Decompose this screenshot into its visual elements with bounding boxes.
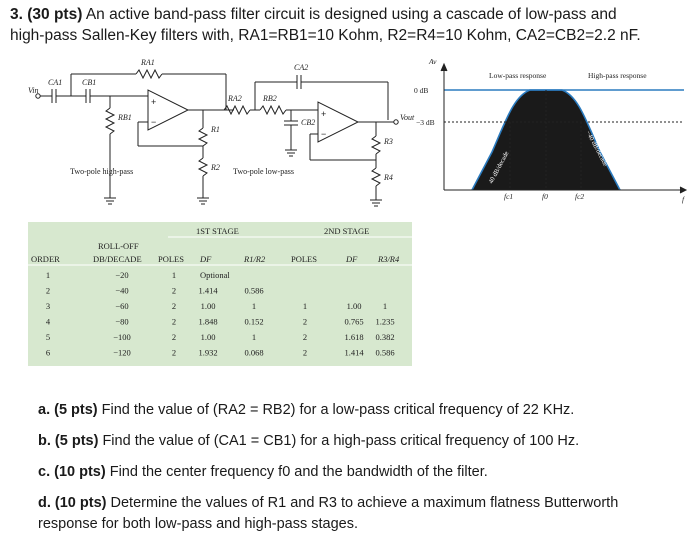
table-cell-r3r4: 1: [382, 301, 388, 311]
table-cell-order: 2: [45, 285, 51, 296]
r3r4-header: R3/R4: [378, 254, 400, 264]
butterworth-table: [28, 222, 412, 366]
question-d-text-2: response for both low-pass and high-pass stages.: [38, 516, 358, 532]
table-cell-df1: 1.00: [200, 301, 216, 311]
f-axis-label: f: [682, 195, 685, 204]
opamp2-minus: −: [321, 129, 327, 139]
table-cell-poles1: 2: [171, 285, 177, 296]
label-vin: Vin: [28, 86, 39, 95]
rolloff-header-2: DB/DECADE: [93, 254, 142, 264]
opamp1-plus: +: [151, 97, 157, 107]
minus3db-label: −3 dB: [416, 118, 435, 127]
butterworth-table-svg: [28, 222, 412, 366]
table-cell-rolloff: −60: [115, 301, 129, 311]
table-cell-df1: 1.932: [198, 347, 218, 358]
table-cell-df1: 1.848: [198, 316, 218, 327]
label-cb1: CB1: [82, 78, 97, 87]
rolloff-header-1: ROLL-OFF: [98, 241, 139, 251]
table-cell-r1r2: 0.152: [244, 316, 264, 327]
question-b: [38, 431, 688, 451]
stage2-header: 2ND STAGE: [324, 226, 370, 236]
table-cell-poles1: 2: [171, 301, 177, 311]
table-cell-df2: 1.618: [344, 332, 364, 342]
slope-right-label: −40 dB/decade: [584, 129, 609, 168]
r1r2-header: R1/R2: [244, 254, 266, 264]
poles1-header: POLES: [158, 254, 184, 264]
table-cell-poles1: 2: [171, 316, 177, 327]
question-b-text: Find the value of (CA1 = CB1) for a high-pass critical frequency of 100 Hz.: [102, 433, 580, 449]
slope-left-label: 40 dB/decade: [487, 150, 511, 185]
label-ra1: RA1: [141, 58, 155, 67]
label-r3: R3: [384, 137, 393, 146]
table-cell-poles1: 1: [171, 270, 177, 280]
table-cell-order: 6: [45, 347, 51, 358]
table-cell-df2: 1.00: [346, 301, 362, 311]
question-d-text: Determine the values of R1 and R3 to achieve a maximum flatness Butterworth: [110, 495, 619, 511]
zero-db-label: 0 dB: [414, 86, 429, 95]
label-ra2: RA2: [228, 94, 242, 103]
lowpass-label: Low-pass response: [489, 71, 547, 80]
fc2-label: fc2: [575, 192, 585, 201]
problem-line-2: high-pass Sallen-Key filters with, RA1=RB1=10 Kohm, R2=R4=10 Kohm, CA2=CB2=2.2 nF.: [10, 27, 641, 44]
label-r2: R2: [211, 163, 220, 172]
opamp1-minus: −: [151, 117, 157, 127]
label-ca2: CA2: [294, 63, 309, 72]
table-cell-r1r2: 1: [251, 332, 257, 342]
problem-text-1: An active band-pass filter circuit is designed using a cascade of low-pass and: [85, 6, 617, 23]
table-cell-rolloff: −80: [115, 316, 129, 327]
table-cell-r3r4: 0.586: [375, 347, 395, 358]
table-cell-order: 4: [45, 316, 51, 327]
table-cell-poles1: 2: [171, 347, 177, 358]
table-cell-rolloff: −40: [115, 285, 129, 296]
table-cell-poles2: 2: [302, 316, 308, 327]
label-rb1: RB1: [118, 113, 132, 122]
table-cell-r3r4: 1.235: [375, 316, 395, 327]
table-cell-r1r2: 1: [251, 301, 257, 311]
problem-line-1: [10, 4, 686, 25]
label-vout: Vout: [400, 113, 415, 122]
question-a-label: a. (5 pts): [38, 402, 98, 418]
fc1-label: fc1: [504, 192, 514, 201]
label-cb2: CB2: [301, 118, 316, 127]
table-cell-poles2: 2: [302, 332, 308, 342]
question-c: [38, 462, 688, 482]
opamp2-plus: +: [321, 109, 327, 119]
highpass-label: High-pass response: [588, 71, 647, 80]
question-a: [38, 400, 688, 420]
table-cell-rolloff: −20: [115, 270, 129, 280]
table-cell-rolloff: −100: [113, 332, 131, 342]
df1-header: DF: [200, 254, 212, 264]
table-cell-rolloff: −120: [113, 347, 131, 358]
caption-low-pass: Two-pole low-pass: [233, 167, 294, 176]
label-r1: R1: [211, 125, 220, 134]
question-a-text: Find the value of (RA2 = RB2) for a low-pass critical frequency of 22 KHz.: [101, 402, 575, 418]
table-cell-poles1: 2: [171, 332, 177, 342]
question-c-text: Find the center frequency f0 and the bandwidth of the filter.: [109, 464, 488, 480]
df2-header: DF: [346, 254, 358, 264]
question-b-label: b. (5 pts): [38, 433, 99, 449]
problem-points: (30 pts): [27, 6, 83, 23]
problem-header: [10, 4, 686, 46]
table-cell-df1: Optional: [200, 270, 230, 280]
label-r4: R4: [384, 173, 393, 182]
table-cell-poles2: 1: [302, 301, 308, 311]
table-cell-r3r4: 0.382: [375, 332, 395, 342]
caption-high-pass: Two-pole high-pass: [70, 167, 134, 176]
table-cell-order: 5: [45, 332, 51, 342]
table-cell-df2: 1.414: [344, 347, 364, 358]
question-d-continued: [38, 514, 688, 534]
y-axis-label: Av: [429, 57, 437, 66]
question-c-label: c. (10 pts): [38, 464, 106, 480]
frequency-response-plot: [414, 56, 690, 216]
poles2-header: POLES: [291, 254, 317, 264]
circuit-diagram: [28, 50, 429, 224]
table-cell-df1: 1.00: [200, 332, 216, 342]
label-rb2: RB2: [263, 94, 277, 103]
label-ca1: CA1: [48, 78, 63, 87]
table-cell-df2: 0.765: [344, 316, 364, 327]
table-cell-order: 3: [45, 301, 51, 311]
f0-label: f0: [542, 192, 548, 201]
table-cell-r1r2: 0.068: [244, 347, 264, 358]
table-cell-r1r2: 0.586: [244, 285, 264, 296]
question-d-label: d. (10 pts): [38, 495, 107, 511]
stage1-header: 1ST STAGE: [196, 226, 239, 236]
problem-number: 3.: [10, 6, 23, 23]
table-cell-poles2: 2: [302, 347, 308, 358]
question-d: [38, 493, 688, 513]
table-cell-order: 1: [45, 270, 51, 280]
order-header: ORDER: [31, 254, 60, 264]
table-cell-df1: 1.414: [198, 285, 218, 296]
